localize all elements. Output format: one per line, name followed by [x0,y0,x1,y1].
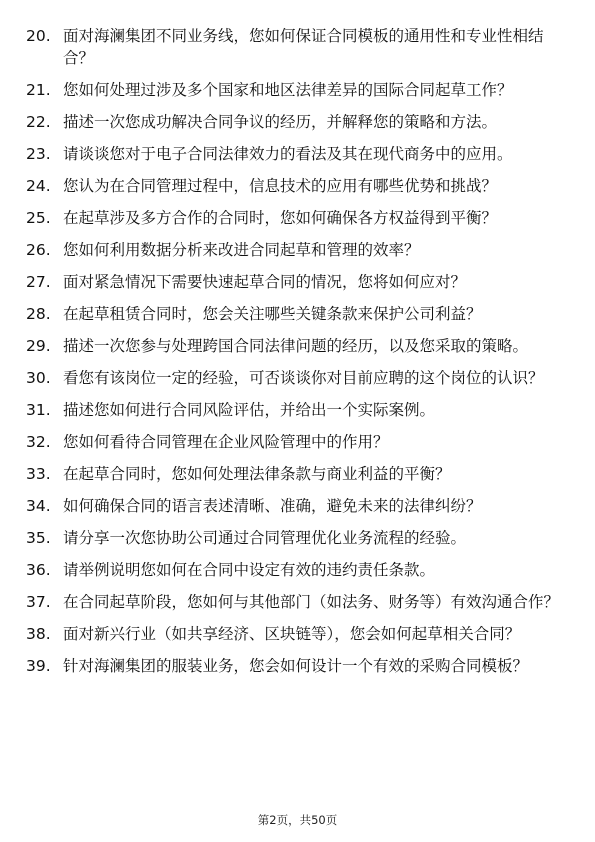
list-item [26,367,566,389]
list-item [26,143,566,165]
question-text: 您如何处理过涉及多个国家和地区法律差异的国际合同起草工作？ [63,81,513,99]
question-text: 面对新兴行业（如共享经济、区块链等），您会如何起草相关合同？ [63,625,521,643]
question-text: 描述一次您参与处理跨国合同法律问题的经历，以及您采取的策略。 [63,337,529,355]
list-item [26,111,566,133]
question-number: 31. [26,401,51,419]
question-number: 34. [26,497,51,515]
page-number-footer: 第2页，共50页 [257,813,338,827]
list-item [26,495,566,517]
question-text: 如何确保合同的语言表述清晰、准确，避免未来的法律纠纷？ [63,497,482,515]
question-list [26,25,566,687]
list-item [26,271,566,293]
question-text: 请举例说明您如何在合同中设定有效的违约责任条款。 [63,561,436,579]
question-text: 在起草租赁合同时，您会关注哪些关键条款来保护公司利益？ [63,305,482,323]
question-text: 请分享一次您协助公司通过合同管理优化业务流程的经验。 [63,529,467,547]
list-item [26,527,566,549]
question-text: 在起草合同时，您如何处理法律条款与商业利益的平衡？ [63,465,451,483]
question-text: 在起草涉及多方合作的合同时，您如何确保各方权益得到平衡？ [63,209,498,227]
list-item [26,79,566,101]
list-item [26,239,566,261]
question-number: 28. [26,305,51,323]
list-item [26,399,566,421]
question-number: 36. [26,561,51,579]
list-item [26,175,566,197]
question-number: 24. [26,177,51,195]
question-text: 面对海澜集团不同业务线，您如何保证合同模板的通用性和专业性相结合？ [63,27,544,67]
question-number: 33. [26,465,51,483]
question-number: 22. [26,113,51,131]
question-text: 面对紧急情况下需要快速起草合同的情况，您将如何应对？ [63,273,467,291]
question-text: 描述您如何进行合同风险评估，并给出一个实际案例。 [63,401,436,419]
list-item [26,655,566,677]
list-item [26,25,566,69]
question-text: 在合同起草阶段，您如何与其他部门（如法务、财务等）有效沟通合作？ [63,593,560,611]
question-text: 您如何看待合同管理在企业风险管理中的作用？ [63,433,389,451]
question-number: 27. [26,273,51,291]
question-number: 26. [26,241,51,259]
question-number: 21. [26,81,51,99]
question-number: 39. [26,657,51,675]
question-number: 20. [26,27,51,45]
question-text: 描述一次您成功解决合同争议的经历，并解释您的策略和方法。 [63,113,498,131]
list-item [26,623,566,645]
list-item [26,207,566,229]
list-item [26,559,566,581]
list-item [26,431,566,453]
list-item [26,591,566,613]
question-number: 32. [26,433,51,451]
question-number: 38. [26,625,51,643]
question-text: 看您有该岗位一定的经验，可否谈谈你对目前应聘的这个岗位的认识？ [63,369,544,387]
list-item [26,335,566,357]
question-number: 23. [26,145,51,163]
question-number: 37. [26,593,51,611]
question-number: 30. [26,369,51,387]
question-text: 您认为在合同管理过程中，信息技术的应用有哪些优势和挑战？ [63,177,498,195]
list-item [26,303,566,325]
question-number: 25. [26,209,51,227]
question-text: 您如何利用数据分析来改进合同起草和管理的效率？ [63,241,420,259]
question-number: 35. [26,529,51,547]
list-item [26,463,566,485]
question-text: 针对海澜集团的服装业务，您会如何设计一个有效的采购合同模板？ [63,657,529,675]
question-number: 29. [26,337,51,355]
question-text: 请谈谈您对于电子合同法律效力的看法及其在现代商务中的应用。 [63,145,513,163]
